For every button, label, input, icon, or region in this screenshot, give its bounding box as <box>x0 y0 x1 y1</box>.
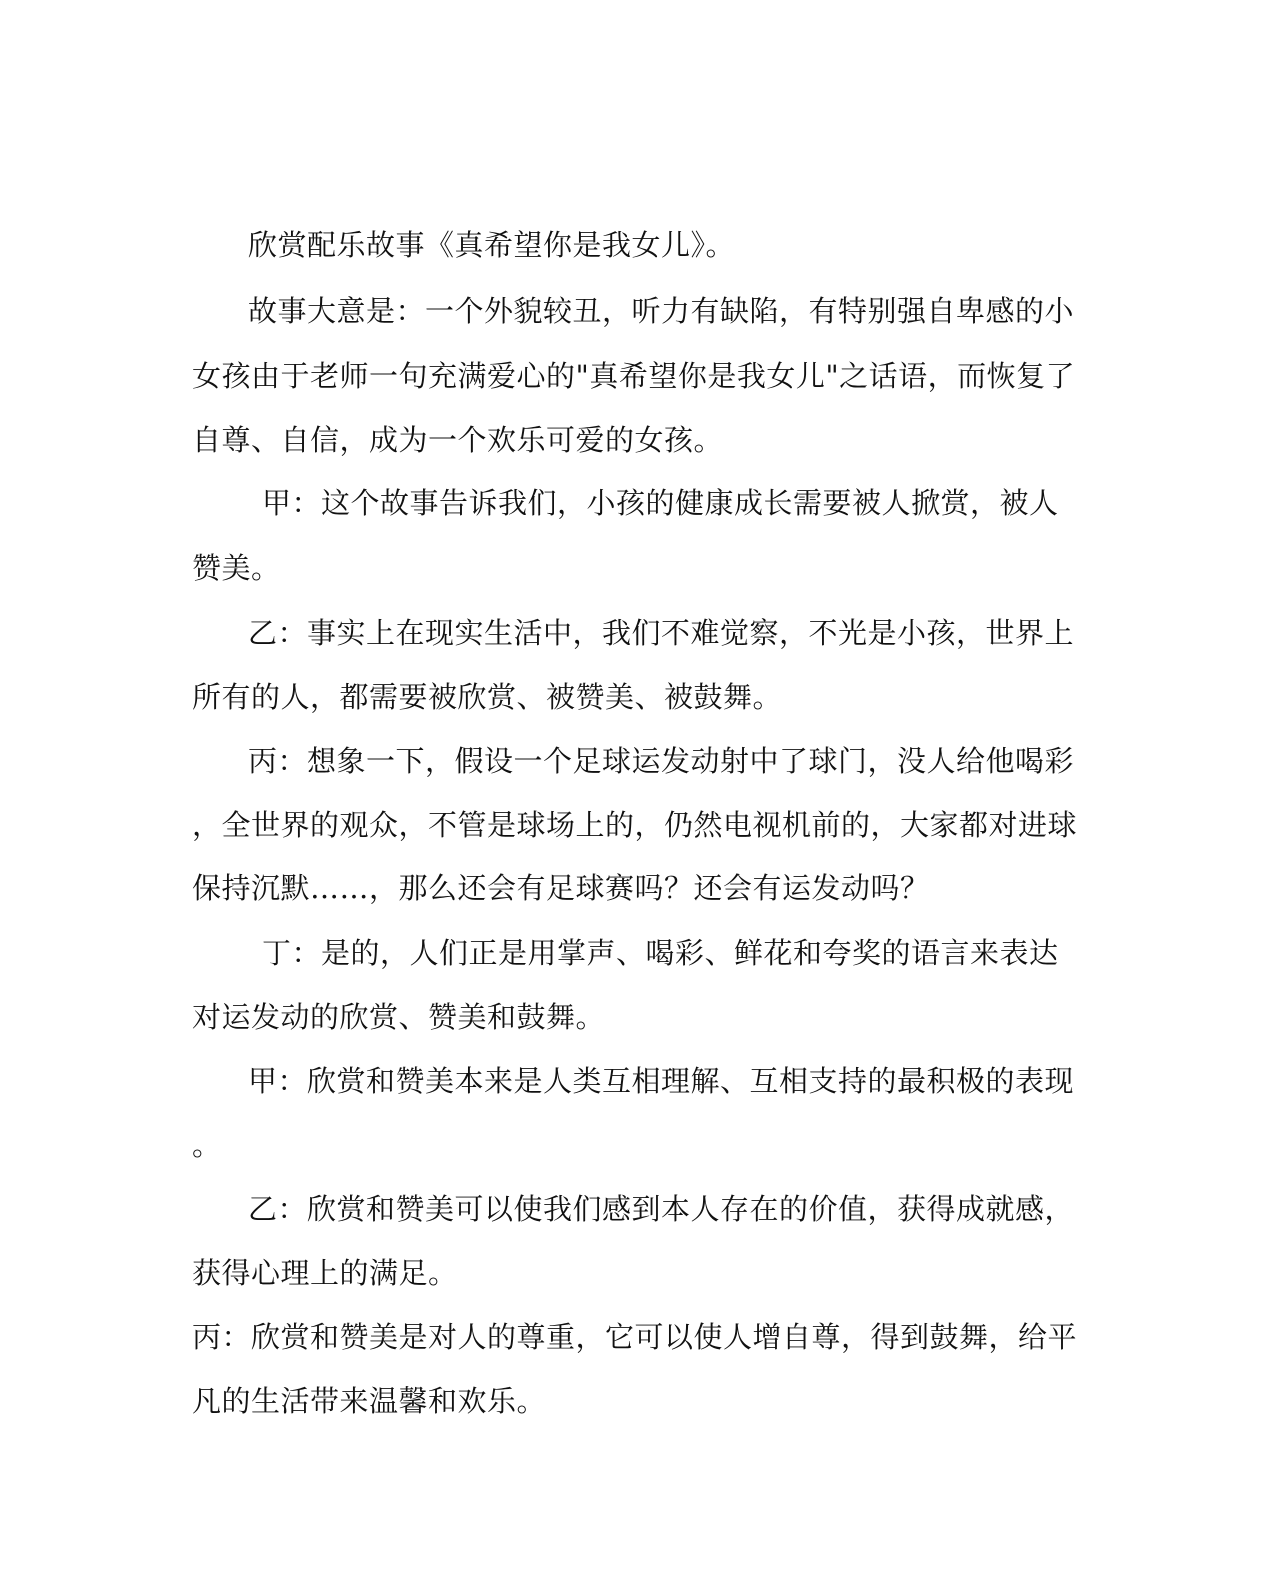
paragraph-line: ，全世界的观众，不管是球场上的，仍然电视机前的，大家都对进球 <box>192 808 1078 842</box>
paragraph-line: 对运发动的欣赏、赞美和鼓舞。 <box>192 1000 606 1034</box>
paragraph-line: 欣赏配乐故事《真希望你是我女儿》。 <box>248 228 736 262</box>
paragraph-line: 乙：欣赏和赞美可以使我们感到本人存在的价值，获得成就感， <box>248 1192 1075 1226</box>
paragraph-line: 丙：欣赏和赞美是对人的尊重，它可以使人增自尊，得到鼓舞，给平 <box>192 1320 1078 1354</box>
paragraph-line: 获得心理上的满足。 <box>192 1256 458 1290</box>
paragraph-line: 。 <box>192 1128 222 1162</box>
paragraph-line: 乙：事实上在现实生活中，我们不难觉察，不光是小孩，世界上 <box>248 616 1075 650</box>
paragraph-line: 甲：这个故事告诉我们，小孩的健康成长需要被人掀赏，被人 <box>262 486 1059 520</box>
paragraph-line: 故事大意是：一个外貌较丑，听力有缺陷，有特别强自卑感的小 <box>248 294 1075 328</box>
paragraph-line: 保持沉默……，那么还会有足球赛吗？还会有运发动吗？ <box>192 871 930 905</box>
paragraph-line: 凡的生活带来温馨和欢乐。 <box>192 1384 547 1418</box>
paragraph-line: 丙：想象一下，假设一个足球运发动射中了球门，没人给他喝彩 <box>248 744 1075 778</box>
paragraph-line: 自尊、自信，成为一个欢乐可爱的女孩。 <box>192 423 724 457</box>
paragraph-line: 赞美。 <box>192 551 281 585</box>
paragraph-line: 甲：欣赏和赞美本来是人类互相理解、互相支持的最积极的表现 <box>248 1064 1075 1098</box>
paragraph-line: 所有的人，都需要被欣赏、被赞美、被鼓舞。 <box>192 680 783 714</box>
paragraph-line: 丁：是的，人们正是用掌声、喝彩、鲜花和夸奖的语言来表达 <box>262 936 1059 970</box>
paragraph-line: 女孩由于老师一句充满爱心的"真希望你是我女儿"之话语，而恢复了 <box>192 359 1076 393</box>
